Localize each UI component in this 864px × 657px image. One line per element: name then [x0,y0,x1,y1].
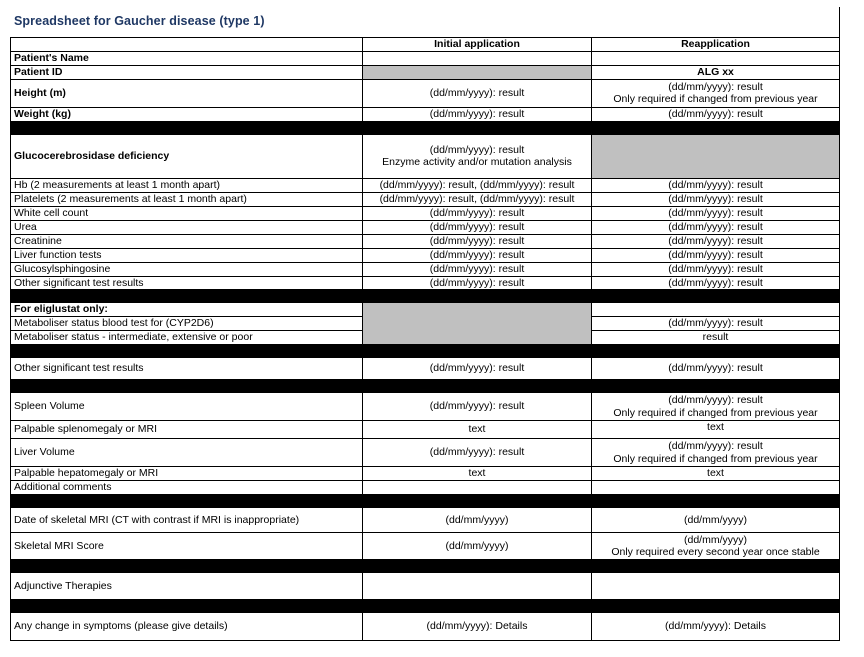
row-liver [11,439,840,467]
separator-bar [11,600,840,613]
header-initial: Initial application [363,38,592,52]
label-mri-date: Date of skeletal MRI (CT with contrast if MRI is inappropriate) [11,508,363,533]
row-other1 [11,276,840,290]
row-symptoms [11,613,840,641]
cell-mri-date-reapp[interactable]: (dd/mm/yyyy) [592,508,840,533]
label-urea: Urea [11,220,363,234]
separator-bar [11,560,840,573]
label-other1: Other significant test results [11,276,363,290]
mri-score-reapp-note: Only required every second year once stable [611,546,820,558]
cell-comments-initial[interactable] [363,481,592,495]
row-weight [11,107,840,121]
row-platelets [11,192,840,206]
cell-liver-reapp[interactable] [592,439,840,467]
label-creatinine: Creatinine [11,234,363,248]
row-comments [11,481,840,495]
cell-metab-test-reapp[interactable]: (dd/mm/yyyy): result [592,317,840,331]
cell-lft-initial[interactable]: (dd/mm/yyyy): result [363,248,592,262]
row-eliglustat [11,303,840,317]
cell-adjunctive-initial[interactable] [363,573,592,600]
cell-liver-initial[interactable]: (dd/mm/yyyy): result [363,439,592,467]
cell-eliglustat-initial [363,303,592,345]
cell-splenomegaly-initial[interactable]: text [363,421,592,439]
cell-mri-score-initial[interactable]: (dd/mm/yyyy) [363,533,592,560]
label-other2: Other significant test results [11,358,363,380]
label-patient-name: Patient's Name [11,51,363,65]
label-patient-id: Patient ID [11,65,363,79]
row-wcc [11,206,840,220]
label-hb: Hb (2 measurements at least 1 month apart) [11,178,363,192]
row-hepatomegaly [11,467,840,481]
label-gluco: Glucocerebrosidase deficiency [11,134,363,178]
label-metab-status: Metaboliser status - intermediate, extensive or poor [11,331,363,345]
label-wcc: White cell count [11,206,363,220]
label-adjunctive: Adjunctive Therapies [11,573,363,600]
separator-bar [11,290,840,303]
label-symptoms: Any change in symptoms (please give details) [11,613,363,641]
header-blank [11,38,363,52]
separator-bar [11,121,840,134]
cell-platelets-initial[interactable]: (dd/mm/yyyy): result, (dd/mm/yyyy): result [363,192,592,206]
row-mri-score [11,533,840,560]
row-lft [11,248,840,262]
spleen-reapp-result: (dd/mm/yyyy): result [668,394,763,406]
label-metab-test: Metaboliser status blood test for (CYP2D6) [11,317,363,331]
cell-symptoms-reapp[interactable]: (dd/mm/yyyy): Details [592,613,840,641]
cell-urea-initial[interactable]: (dd/mm/yyyy): result [363,220,592,234]
cell-mri-score-reapp[interactable] [592,533,840,560]
cell-lft-reapp[interactable]: (dd/mm/yyyy): result [592,248,840,262]
row-spleen [11,393,840,421]
cell-symptoms-initial[interactable]: (dd/mm/yyyy): Details [363,613,592,641]
label-liver: Liver Volume [11,439,363,467]
cell-splenomegaly-reapp[interactable]: text [592,421,840,439]
cell-other2-reapp[interactable]: (dd/mm/yyyy): result [592,358,840,380]
row-hb [11,178,840,192]
cell-hepatomegaly-initial[interactable]: text [363,467,592,481]
row-splenomegaly [11,421,840,439]
cell-patient-id-reapp[interactable]: ALG xx [592,65,840,79]
cell-gluco-initial[interactable] [363,134,592,178]
separator-bar [11,495,840,508]
cell-hepatomegaly-reapp[interactable]: text [592,467,840,481]
cell-creatinine-reapp[interactable]: (dd/mm/yyyy): result [592,234,840,248]
cell-patient-id-initial [363,65,592,79]
cell-creatinine-initial[interactable]: (dd/mm/yyyy): result [363,234,592,248]
gaucher-spreadsheet [10,37,840,641]
cell-urea-reapp[interactable]: (dd/mm/yyyy): result [592,220,840,234]
cell-hb-reapp[interactable]: (dd/mm/yyyy): result [592,178,840,192]
row-gluco [11,134,840,178]
label-weight: Weight (kg) [11,107,363,121]
row-glucosyl [11,262,840,276]
cell-height-reapp[interactable] [592,79,840,107]
gluco-initial-result: (dd/mm/yyyy): result [429,143,525,156]
label-lft: Liver function tests [11,248,363,262]
header-row [11,38,840,52]
cell-other1-reapp[interactable]: (dd/mm/yyyy): result [592,276,840,290]
cell-comments-reapp[interactable] [592,481,840,495]
separator-bar [11,380,840,393]
separator-bar [11,345,840,358]
cell-hb-initial[interactable]: (dd/mm/yyyy): result, (dd/mm/yyyy): result [363,178,592,192]
row-patient-id [11,65,840,79]
row-creatinine [11,234,840,248]
cell-platelets-reapp[interactable]: (dd/mm/yyyy): result [592,192,840,206]
cell-eliglustat-reapp [592,303,840,317]
cell-wcc-reapp[interactable]: (dd/mm/yyyy): result [592,206,840,220]
cell-glucosyl-reapp[interactable]: (dd/mm/yyyy): result [592,262,840,276]
cell-adjunctive-reapp[interactable] [592,573,840,600]
label-height: Height (m) [11,79,363,107]
label-hepatomegaly: Palpable hepatomegaly or MRI [11,467,363,481]
liver-reapp-note: Only required if changed from previous year [613,452,818,465]
height-reapp-note: Only required if changed from previous year [613,93,818,105]
cell-other1-initial[interactable]: (dd/mm/yyyy): result [363,276,592,290]
liver-reapp-result: (dd/mm/yyyy): result [668,440,763,452]
page-title: Spreadsheet for Gaucher disease (type 1) [14,14,265,28]
cell-spleen-reapp[interactable] [592,393,840,421]
cell-gluco-reapp [592,134,840,178]
label-splenomegaly: Palpable splenomegaly or MRI [11,421,363,439]
row-patient-name [11,51,840,65]
cell-wcc-initial[interactable]: (dd/mm/yyyy): result [363,206,592,220]
label-mri-score: Skeletal MRI Score [11,533,363,560]
gluco-initial-note: Enzyme activity and/or mutation analysis [382,156,572,168]
cell-patient-name-initial[interactable] [363,51,592,65]
row-mri-date [11,508,840,533]
cell-spleen-initial[interactable]: (dd/mm/yyyy): result [363,393,592,421]
height-reapp-result: (dd/mm/yyyy): result [668,80,763,93]
mri-score-reapp-date: (dd/mm/yyyy) [684,533,747,546]
label-eliglustat: For eliglustat only: [11,303,363,317]
label-spleen: Spleen Volume [11,393,363,421]
header-reapplication: Reapplication [592,38,840,52]
row-urea [11,220,840,234]
cell-height-initial[interactable]: (dd/mm/yyyy): result [363,79,592,107]
spleen-reapp-note: Only required if changed from previous year [613,406,818,419]
label-glucosyl: Glucosylsphingosine [11,262,363,276]
cell-weight-reapp[interactable]: (dd/mm/yyyy): result [592,107,840,121]
cell-glucosyl-initial[interactable]: (dd/mm/yyyy): result [363,262,592,276]
cell-metab-status-reapp[interactable]: result [592,331,840,345]
row-height [11,79,840,107]
cell-mri-date-initial[interactable]: (dd/mm/yyyy) [363,508,592,533]
row-other2 [11,358,840,380]
label-comments: Additional comments [11,481,363,495]
cell-weight-initial[interactable]: (dd/mm/yyyy): result [363,107,592,121]
label-platelets: Platelets (2 measurements at least 1 month apart) [11,192,363,206]
cell-other2-initial[interactable]: (dd/mm/yyyy): result [363,358,592,380]
cell-patient-name-reapp[interactable] [592,51,840,65]
row-adjunctive [11,573,840,600]
